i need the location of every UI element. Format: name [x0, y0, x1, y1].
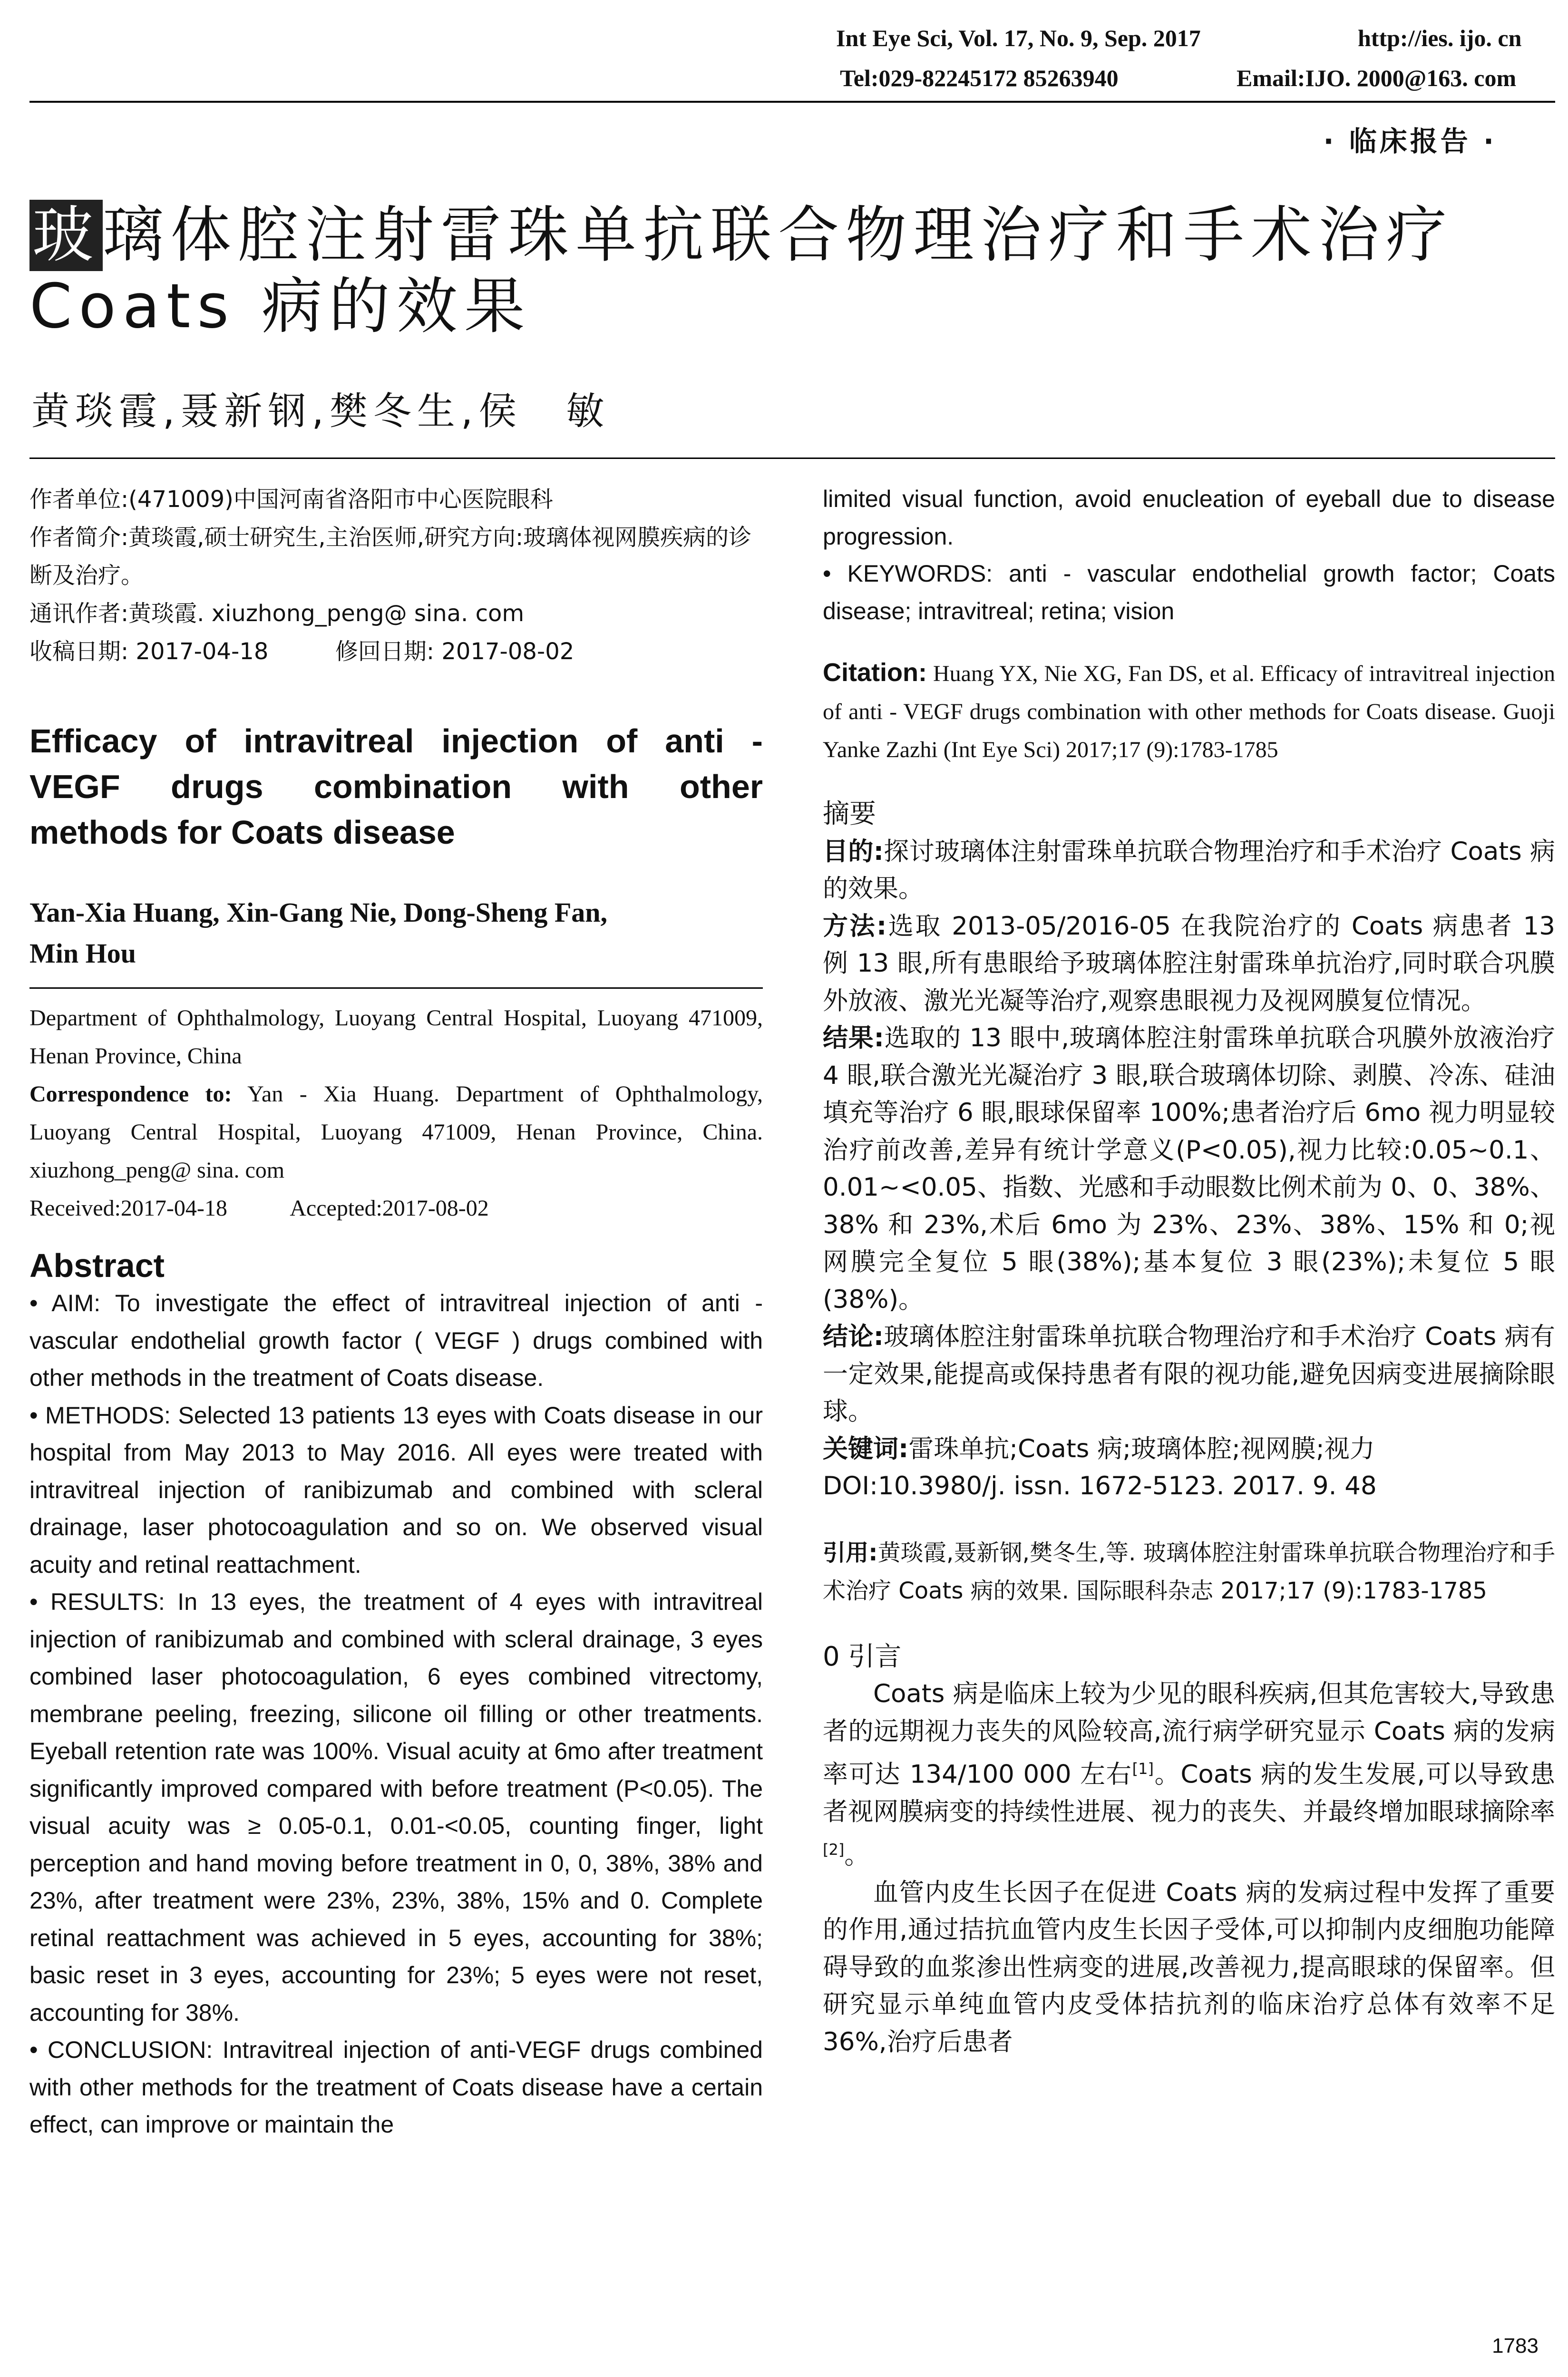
page-title: [29, 200, 1547, 342]
received-date-cn: 收稿日期: 2017-04-18: [29, 638, 269, 665]
intro-p1b: 。Coats 病的发生发展,可以导致患者视网膜病变的持续性进展、视力的丧失、并最终增加眼球摘除率: [823, 1760, 1555, 1827]
intro-p1a: Coats 病是临床上较为少见的眼科疾病,但其危害较大,导致患者的远期视力丧失的风险较高,流行病学研究显示 Coats 病的发病率可达 134/100 000 左右: [823, 1679, 1555, 1789]
en-authors-line-1: Yan-Xia Huang, Xin-Gang Nie, Dong-Sheng Fan,: [29, 897, 607, 928]
cn-keywords-text: 雷珠单抗;Coats 病;玻璃体腔;视网膜;视力: [908, 1434, 1375, 1463]
cn-conclusion-label: 结论:: [823, 1322, 884, 1351]
cn-citation-text: 黄琰霞,聂新钢,樊冬生,等. 玻璃体腔注射雷珠单抗联合物理治疗和手术治疗 Coats 病的效果. 国际眼科杂志 2017;17 (9):1783-1785: [823, 1539, 1555, 1604]
citation-text: Huang YX, Nie XG, Fan DS, et al. Efficacy of intravitreal injection of anti - VEGF drugs combination with other methods for Coats disease. Guoji Yanke Zazhi (Int Eye Sci) 2017;17 (9):1783-1785: [823, 661, 1556, 762]
intro-p1c: 。: [844, 1841, 870, 1870]
abstract-results: • RESULTS: In 13 eyes, the treatment of 4 eyes with intravitreal injection of ranibizumab and combined with scleral drainage, 3 eyes combined laser photocoagulation, 6 eyes combined vitrectomy, membrane peeling, freezing, silicone oil filling or other treatments. Eyeball retention rate was 100%. Visual acuity at 6mo after treatment significantly improved compared with before treatment (P<0.05). The visual acuity was ≥ 0.05-0.1, 0.01-<0.05, counting finger, light perception and hand moving before treatment in 0, 0, 38%, 38% and 23%, after treatment were 23%, 23%, 38%, 15% and 0. Complete retinal reattachment was achieved in 5 eyes, accounting for 38%; basic reset in 3 eyes, accounting for 23%; 5 eyes were not reset, accounting for 38%.: [29, 1588, 763, 2026]
intro-paragraph-2: 血管内皮生长因子在促进 Coats 病的发病过程中发挥了重要的作用,通过拮抗血管内皮生长因子受体,可以抑制内皮细胞功能障碍导致的血浆渗出性病变的进展,改善视力,提高眼球的保留率。但研究显示单纯血管内皮受体拮抗剂的临床治疗总体有效率不足 36%,治疗后患者: [823, 1878, 1555, 2056]
correspondence-label: Correspondence to:: [29, 1081, 232, 1107]
en-title-line-1: Efficacy of intravitreal injection of anti -: [29, 722, 763, 760]
cn-conclusion-text: 玻璃体腔注射雷珠单抗联合物理治疗和手术治疗 Coats 病有一定效果,能提高或保持患者有限的视功能,避免因病变进展摘除眼球。: [823, 1322, 1555, 1426]
cn-keywords-label: 关键词:: [823, 1434, 909, 1463]
intro-paragraph-1: [823, 1676, 1555, 1874]
ref-2[interactable]: [2]: [823, 1840, 845, 1859]
journal-tel: Tel:029-82245172 85263940: [840, 65, 1119, 91]
abstract-conclusion-cont: limited visual function, avoid enucleation of eyeball due to disease progression.: [823, 486, 1555, 550]
cn-aim-label: 目的:: [823, 837, 884, 866]
department: Department of Ophthalmology, Luoyang Central Hospital, Luoyang 471009, Henan Province, China: [29, 1005, 763, 1069]
citation-label: Citation:: [823, 658, 927, 687]
en-authors-line-2: Min Hou: [29, 938, 136, 969]
citation: [823, 653, 1555, 769]
title-first-char: 玻: [29, 200, 103, 271]
header-rule: [29, 101, 1555, 103]
abstract-aim: • AIM: To investigate the effect of intravitreal injection of anti - vascular endothelial growth factor ( VEGF ) drugs combined with other methods in the treatment of Coats disease.: [29, 1290, 763, 1391]
cn-citation-label: 引用:: [823, 1539, 878, 1566]
cn-abstract-conclusion: [823, 1318, 1555, 1431]
en-title-line-2: VEGF drugs combination with other: [29, 768, 763, 805]
cn-methods-text: 选取 2013-05/2016-05 在我院治疗的 Coats 病患者 13 例 13 眼,所有患眼给予玻璃体腔注射雷珠单抗治疗,同时联合巩膜外放液、激光光凝等治疗,观察患眼视力及视网膜复位情况。: [823, 911, 1555, 1015]
journal-info: Int Eye Sci, Vol. 17, No. 9, Sep. 2017: [836, 25, 1201, 51]
journal-url[interactable]: http://ies. ijo. cn: [1358, 25, 1522, 51]
cn-abstract-results: [823, 1020, 1555, 1318]
cn-abstract-aim: [823, 833, 1555, 908]
title-rule: [29, 458, 1555, 459]
cn-abstract-methods: [823, 908, 1555, 1020]
abstract-keywords: • KEYWORDS: anti - vascular endothelial growth factor; Coats disease; intravitreal; retina; vision: [823, 560, 1555, 624]
journal-email[interactable]: Email:IJO. 2000@163. com: [1237, 65, 1517, 91]
abstract-conclusion: • CONCLUSION: Intravitreal injection of anti-VEGF drugs combined with other methods for the treatment of Coats disease have a certain effect, can improve or maintain the: [29, 2036, 763, 2138]
right-column: [823, 480, 1555, 2061]
cn-results-text: 选取的 13 眼中,玻璃体腔注射雷珠单抗联合巩膜外放液治疗 4 眼,联合激光光凝治疗 3 眼,联合玻璃体切除、剥膜、冷冻、硅油填充等治疗 6 眼,眼球保留率 100%;患者治疗后 6mo 视力明显较治疗前改善,差异有统计学意义(P<0.05),视力比较:0.05~0.1、0.01~<0.05、指数、光感和手动眼数比例术前为 0、0、38%、38% 和 23%,术后 6mo 为 23%、23%、38%、15% 和 0;视网膜完全复位 5 眼(38%);基本复位 3 眼(23%);未复位 5 眼(38%)。: [823, 1023, 1556, 1314]
cn-abstract-heading: 摘要: [823, 799, 876, 829]
page-number: 1783: [1492, 2334, 1539, 2358]
abstract-methods: • METHODS: Selected 13 patients 13 eyes with Coats disease in our hospital from May 2013 to May 2016. All eyes were treated with intravitreal injection of ranibizumab and combined with scleral drainage, laser photocoagulation and so on. We observed visual acuity and retinal reattachment.: [29, 1402, 763, 1578]
author-intro: 作者简介:黄琰霞,硕士研究生,主治医师,研究方向:玻璃体视网膜疾病的诊断及治疗。: [29, 524, 752, 589]
en-title-line-3: methods for Coats disease: [29, 814, 455, 851]
accepted-date-en: Accepted:2017-08-02: [290, 1196, 489, 1221]
cn-aim-text: 探讨玻璃体注射雷珠单抗联合物理治疗和手术治疗 Coats 病的效果。: [823, 837, 1555, 903]
intro-heading: 0 引言: [823, 1641, 902, 1672]
cn-citation: [823, 1534, 1555, 1610]
corresponding-author: 通讯作者:黄琰霞. xiuzhong_peng@ sina. com: [29, 600, 525, 627]
author-unit: 作者单位:(471009)中国河南省洛阳市中心医院眼科: [29, 486, 553, 513]
doi[interactable]: DOI:10.3980/j. issn. 1672-5123. 2017. 9. 48: [823, 1471, 1377, 1500]
dates-en: [29, 1189, 763, 1227]
correspondence: [29, 1075, 763, 1189]
dates-cn: [29, 633, 763, 671]
cn-methods-label: 方法:: [823, 911, 887, 941]
cn-results-label: 结果:: [823, 1023, 884, 1052]
abstract-heading: Abstract: [29, 1247, 165, 1284]
cn-abstract-keywords: [823, 1431, 1555, 1468]
title-rest: 璃体腔注射雷珠单抗联合物理治疗和手术治疗 Coats 病的效果: [29, 200, 1454, 342]
revised-date-cn: 修回日期: 2017-08-02: [335, 638, 575, 665]
section-label: · 临床报告 ·: [1323, 125, 1497, 157]
left-column: [29, 480, 763, 2143]
ref-1[interactable]: [1]: [1132, 1760, 1154, 1778]
cn-authors: 黄琰霞,聂新钢,樊冬生,侯 敏: [31, 389, 610, 433]
correspondence-text: Yan - Xia Huang. Department of Ophthalmology, Luoyang Central Hospital, Luoyang 471009, Henan Province, China. xiuzhong_peng@ sina. com: [29, 1081, 763, 1183]
received-date-en: Received:2017-04-18: [29, 1196, 227, 1221]
